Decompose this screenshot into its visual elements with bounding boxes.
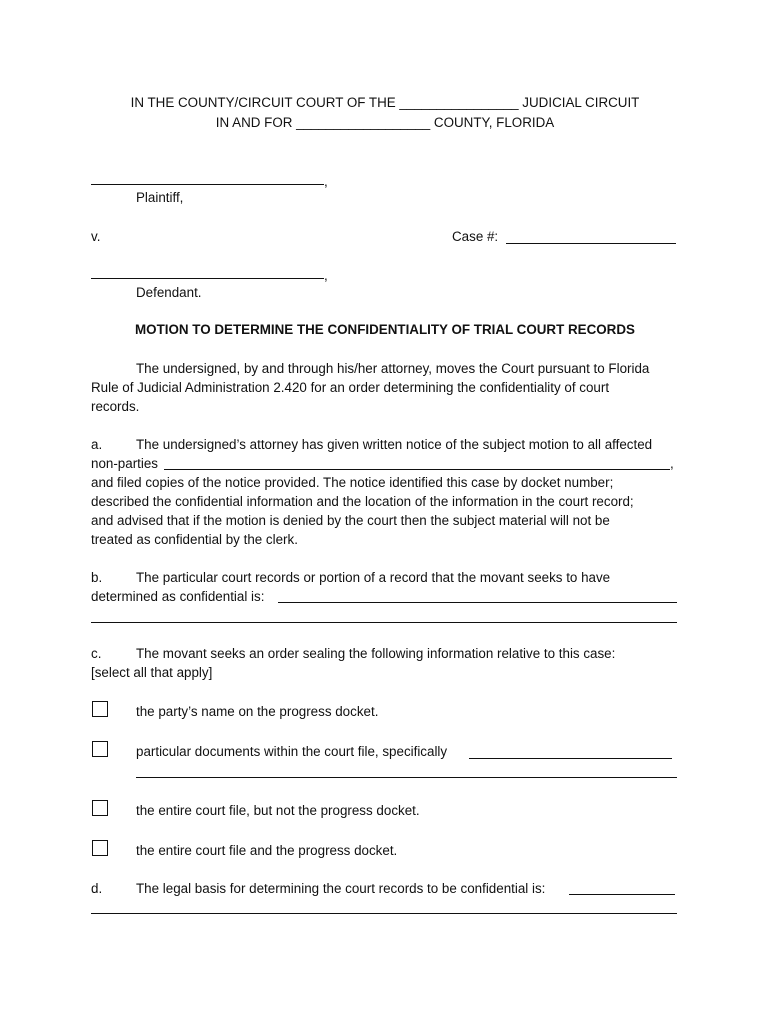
defendant-label: Defendant. (136, 285, 202, 300)
intro-line-1: The undersigned, by and through his/her attorney, moves the Court pursuant to Florida (136, 361, 650, 376)
intro-line-2: Rule of Judicial Administration 2.420 for an order determining the confidentiality of court (91, 380, 610, 395)
particular-documents-line-2[interactable] (136, 777, 677, 778)
defendant-name-line[interactable] (91, 278, 324, 279)
section-a-line-3: and filed copies of the notice provided. The notice identified this case by docket number; (91, 475, 614, 490)
defendant-comma: , (324, 268, 328, 283)
section-b-line-2: determined as confidential is: (91, 589, 265, 604)
court-header-line-1: IN THE COUNTY/CIRCUIT COURT OF THE ________________ JUDICIAL CIRCUIT (130, 95, 640, 110)
section-c-line-2: [select all that apply] (91, 665, 213, 680)
section-a-line-6: treated as confidential by the clerk. (91, 532, 298, 547)
case-number-line[interactable] (506, 243, 676, 244)
section-d-marker: d. (91, 881, 103, 896)
option-particular-documents-label: particular documents within the court file, specifically (136, 744, 448, 759)
legal-basis-line-1[interactable] (569, 894, 675, 895)
section-a-line-5: and advised that if the motion is denied by the court then the subject material will not be (91, 513, 610, 528)
option-party-name-label: the party’s name on the progress docket. (136, 704, 379, 719)
intro-line-3: records. (91, 399, 140, 414)
section-a-marker: a. (91, 437, 103, 452)
section-b-line-1: The particular court records or portion of a record that the movant seeks to have (136, 570, 611, 585)
section-a-line-2: non-parties (91, 456, 158, 471)
section-d-line-1: The legal basis for determining the court records to be confidential is: (136, 881, 546, 896)
section-a-line-1: The undersigned’s attorney has given written notice of the subject motion to all affected (136, 437, 653, 452)
confidential-records-line-2[interactable] (91, 622, 677, 623)
non-parties-line[interactable] (164, 469, 670, 470)
section-a-line-4: described the confidential information and the location of the information in the court record; (91, 494, 634, 509)
non-parties-comma: , (670, 456, 674, 471)
option-entire-file-and-docket-checkbox[interactable] (92, 840, 108, 856)
option-entire-file-label: the entire court file, but not the progress docket. (136, 803, 420, 818)
section-c-line-1: The movant seeks an order sealing the following information relative to this case: (136, 646, 616, 661)
option-party-name-checkbox[interactable] (92, 701, 108, 717)
plaintiff-label: Plaintiff, (136, 190, 184, 205)
legal-basis-line-2[interactable] (91, 913, 677, 914)
court-header-line-2: IN AND FOR __________________ COUNTY, FLORIDA (215, 115, 555, 130)
case-number-label: Case #: (452, 229, 499, 244)
section-b-marker: b. (91, 570, 103, 585)
plaintiff-comma: , (324, 174, 328, 189)
section-c-marker: c. (91, 646, 102, 661)
option-particular-documents-checkbox[interactable] (92, 741, 108, 757)
versus-label: v. (91, 229, 101, 244)
motion-title: MOTION TO DETERMINE THE CONFIDENTIALITY OF TRIAL COURT RECORDS (135, 322, 635, 337)
particular-documents-line-1[interactable] (469, 758, 672, 759)
option-entire-file-and-docket-label: the entire court file and the progress docket. (136, 843, 398, 858)
option-entire-file-checkbox[interactable] (92, 800, 108, 816)
plaintiff-name-line[interactable] (91, 184, 324, 185)
confidential-records-line-1[interactable] (278, 602, 677, 603)
